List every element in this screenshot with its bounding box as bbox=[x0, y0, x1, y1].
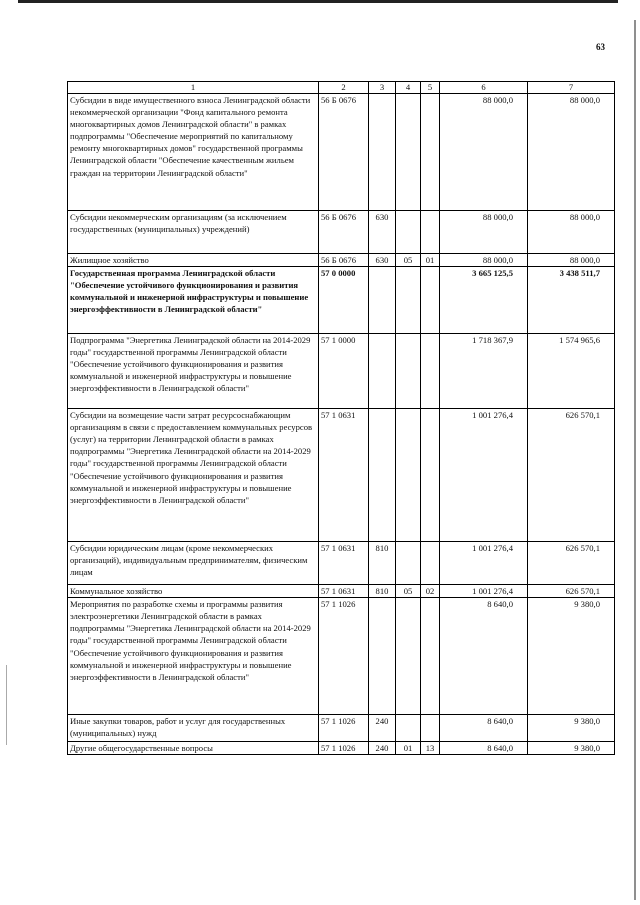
target-code-cell: 56 Б 0676 bbox=[319, 94, 369, 211]
description-cell: Иные закупки товаров, работ и услуг для государственных (муниципальных) нужд bbox=[68, 715, 319, 742]
expense-type-cell bbox=[369, 409, 396, 542]
table-row bbox=[68, 742, 615, 755]
scan-top-border bbox=[18, 0, 618, 3]
table-row bbox=[68, 598, 615, 715]
description-cell: Другие общегосударственные вопросы bbox=[68, 742, 319, 755]
table-row bbox=[68, 409, 615, 542]
amount-col7-cell: 88 000,0 bbox=[528, 94, 615, 211]
target-code-cell: 56 Б 0676 bbox=[319, 254, 369, 267]
section-cell bbox=[396, 409, 421, 542]
table-row bbox=[68, 94, 615, 211]
target-code-cell: 57 1 1026 bbox=[319, 742, 369, 755]
scan-right-edge bbox=[634, 20, 636, 900]
expense-type-cell: 240 bbox=[369, 742, 396, 755]
expense-type-cell bbox=[369, 94, 396, 211]
target-code-cell: 57 0 0000 bbox=[319, 267, 369, 334]
section-cell: 01 bbox=[396, 742, 421, 755]
expense-type-cell: 630 bbox=[369, 254, 396, 267]
table-row bbox=[68, 211, 615, 254]
target-code-cell: 57 1 1026 bbox=[319, 715, 369, 742]
header-cell: 2 bbox=[319, 82, 369, 94]
amount-col6-cell: 8 640,0 bbox=[440, 598, 528, 715]
header-row bbox=[68, 82, 615, 94]
amount-col7-cell: 3 438 511,7 bbox=[528, 267, 615, 334]
section-cell: 05 bbox=[396, 254, 421, 267]
section-cell bbox=[396, 334, 421, 409]
header-cell: 3 bbox=[369, 82, 396, 94]
header-cell: 1 bbox=[68, 82, 319, 94]
subsection-cell: 13 bbox=[421, 742, 440, 755]
subsection-cell bbox=[421, 598, 440, 715]
subsection-cell: 01 bbox=[421, 254, 440, 267]
target-code-cell: 56 Б 0676 bbox=[319, 211, 369, 254]
header-cell: 7 bbox=[528, 82, 615, 94]
section-cell bbox=[396, 267, 421, 334]
amount-col6-cell: 8 640,0 bbox=[440, 742, 528, 755]
table-row bbox=[68, 542, 615, 585]
description-cell: Субсидии некоммерческим организациям (за исключением государственных (муниципальных) учреждений) bbox=[68, 211, 319, 254]
amount-col6-cell: 1 001 276,4 bbox=[440, 409, 528, 542]
description-cell: Субсидии в виде имущественного взноса Ленинградской области некоммерческой организации "Фонд капитального ремонта многоквартирных домов Ленинградской области" в рамках подпрограммы "Обеспечение мероприятий по капитальному ремонту многоквартирных домов" государственной программы Ленинградской области "Обеспечение качественным жильем граждан на территории Ленинградской области" bbox=[68, 94, 319, 211]
subsection-cell bbox=[421, 94, 440, 211]
expense-type-cell bbox=[369, 334, 396, 409]
amount-col6-cell: 1 718 367,9 bbox=[440, 334, 528, 409]
subsection-cell bbox=[421, 334, 440, 409]
section-cell bbox=[396, 211, 421, 254]
expense-type-cell: 810 bbox=[369, 585, 396, 598]
page-number: 63 bbox=[596, 42, 605, 52]
section-cell: 05 bbox=[396, 585, 421, 598]
amount-col6-cell: 3 665 125,5 bbox=[440, 267, 528, 334]
subsection-cell bbox=[421, 267, 440, 334]
target-code-cell: 57 1 1026 bbox=[319, 598, 369, 715]
amount-col6-cell: 88 000,0 bbox=[440, 211, 528, 254]
target-code-cell: 57 1 0631 bbox=[319, 409, 369, 542]
expense-type-cell bbox=[369, 598, 396, 715]
target-code-cell: 57 1 0631 bbox=[319, 585, 369, 598]
section-cell bbox=[396, 542, 421, 585]
description-cell: Коммунальное хозяйство bbox=[68, 585, 319, 598]
description-cell: Субсидии на возмещение части затрат ресурсоснабжающим организациям в связи с предоставлением коммунальных ресурсов (услуг) на территории Ленинградской области в рамках подпрограммы "Энергетика Ленинградской области на 2014-2029 годы" государственной программы Ленинградской области "Обеспечение устойчивого функционирования и развития коммунальной и инженерной инфраструктуры и повышение энергоэффективности в Ленинградской области" bbox=[68, 409, 319, 542]
section-cell bbox=[396, 598, 421, 715]
amount-col6-cell: 88 000,0 bbox=[440, 94, 528, 211]
amount-col6-cell: 1 001 276,4 bbox=[440, 542, 528, 585]
description-cell: Жилищное хозяйство bbox=[68, 254, 319, 267]
target-code-cell: 57 1 0000 bbox=[319, 334, 369, 409]
subsection-cell bbox=[421, 715, 440, 742]
description-cell: Подпрограмма "Энергетика Ленинградской области на 2014-2029 годы" государственной программы Ленинградской области "Обеспечение устойчивого функционирования и развития коммунальной и инженерной инфраструктуры и повышение энергоэффективности в Ленинградской области" bbox=[68, 334, 319, 409]
scan-left-mark bbox=[6, 665, 7, 745]
expense-type-cell: 630 bbox=[369, 211, 396, 254]
table-row bbox=[68, 267, 615, 334]
subsection-cell bbox=[421, 409, 440, 542]
amount-col6-cell: 88 000,0 bbox=[440, 254, 528, 267]
amount-col6-cell: 8 640,0 bbox=[440, 715, 528, 742]
table-row bbox=[68, 585, 615, 598]
amount-col7-cell: 9 380,0 bbox=[528, 598, 615, 715]
description-cell: Государственная программа Ленинградской области "Обеспечение устойчивого функционирования и развития коммунальной и инженерной инфраструктуры и повышение энергоэффективности в Ленинградской области" bbox=[68, 267, 319, 334]
description-cell: Субсидии юридическим лицам (кроме некоммерческих организаций), индивидуальным предпринимателям, физическим лицам bbox=[68, 542, 319, 585]
table-row bbox=[68, 715, 615, 742]
subsection-cell bbox=[421, 211, 440, 254]
amount-col7-cell: 9 380,0 bbox=[528, 715, 615, 742]
target-code-cell: 57 1 0631 bbox=[319, 542, 369, 585]
amount-col7-cell: 9 380,0 bbox=[528, 742, 615, 755]
description-cell: Мероприятия по разработке схемы и программы развития электроэнергетики Ленинградской области в рамках подпрограммы "Энергетика Ленинградской области на 2014-2029 годы" государственной программы Ленинградской области "Обеспечение устойчивого функционирования и развития коммунальной и инженерной инфраструктуры и повышение энергоэффективности в Ленинградской области" bbox=[68, 598, 319, 715]
header-cell: 4 bbox=[396, 82, 421, 94]
expense-type-cell: 810 bbox=[369, 542, 396, 585]
amount-col7-cell: 626 570,1 bbox=[528, 585, 615, 598]
header-cell: 5 bbox=[421, 82, 440, 94]
section-cell bbox=[396, 715, 421, 742]
amount-col7-cell: 88 000,0 bbox=[528, 211, 615, 254]
budget-table bbox=[67, 81, 615, 755]
amount-col7-cell: 88 000,0 bbox=[528, 254, 615, 267]
table-row bbox=[68, 334, 615, 409]
section-cell bbox=[396, 94, 421, 211]
header-cell: 6 bbox=[440, 82, 528, 94]
expense-type-cell: 240 bbox=[369, 715, 396, 742]
expense-type-cell bbox=[369, 267, 396, 334]
subsection-cell: 02 bbox=[421, 585, 440, 598]
subsection-cell bbox=[421, 542, 440, 585]
amount-col6-cell: 1 001 276,4 bbox=[440, 585, 528, 598]
amount-col7-cell: 626 570,1 bbox=[528, 409, 615, 542]
table-row bbox=[68, 254, 615, 267]
amount-col7-cell: 1 574 965,6 bbox=[528, 334, 615, 409]
amount-col7-cell: 626 570,1 bbox=[528, 542, 615, 585]
